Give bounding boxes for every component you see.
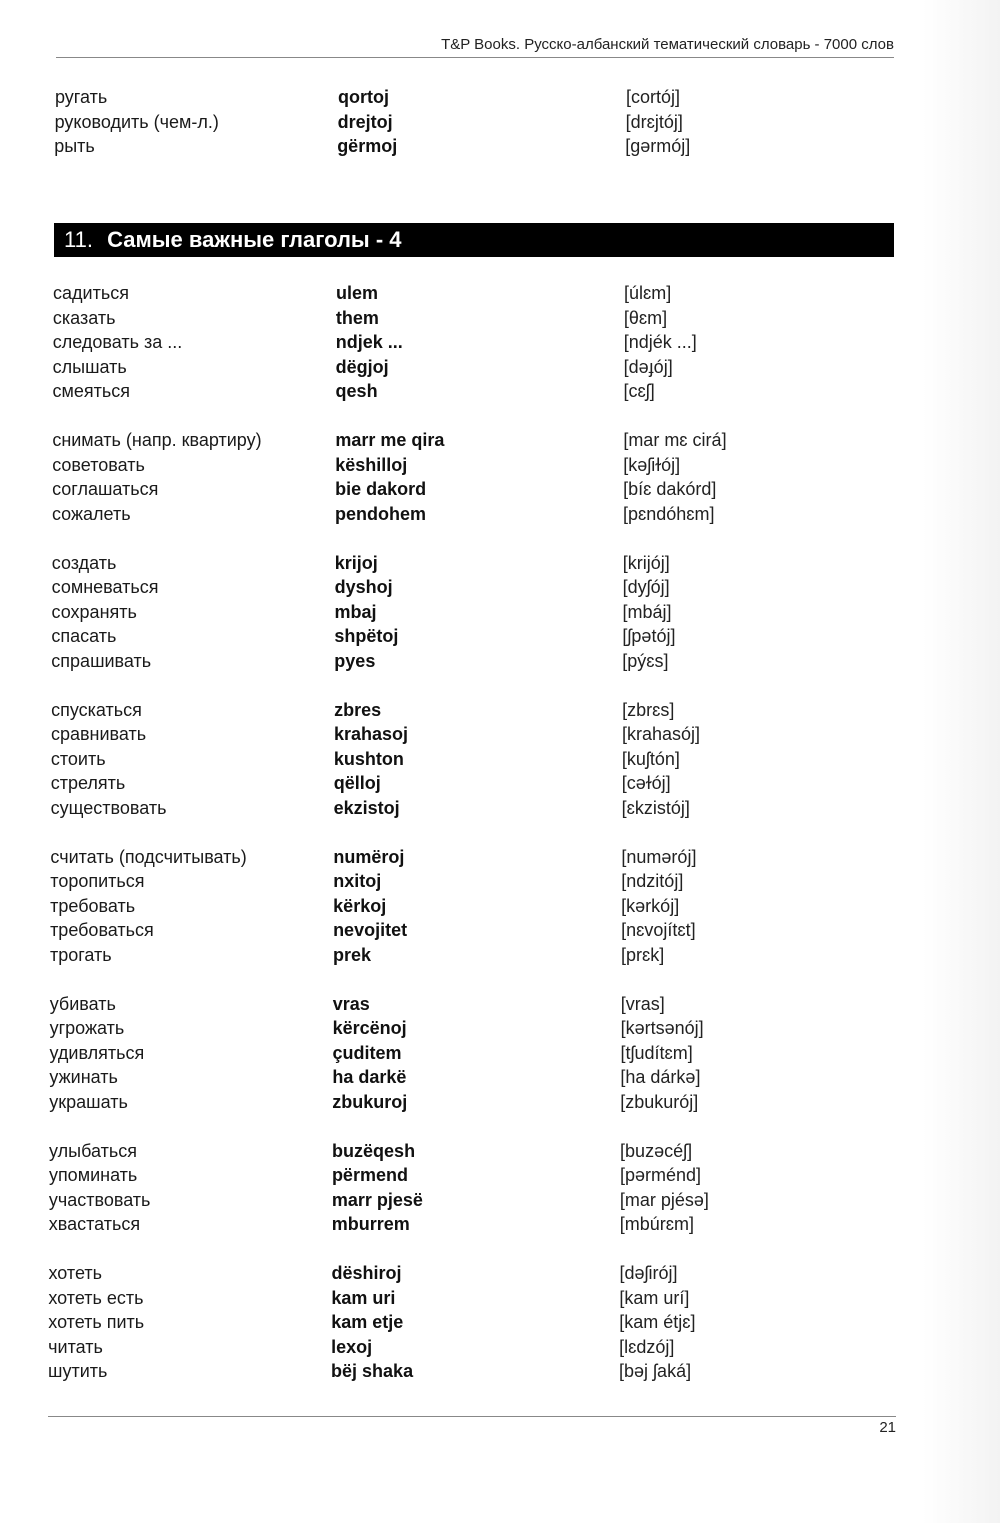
running-header: T&P Books. Русско-албанский тематический словарь - 7000 слов	[441, 36, 894, 53]
russian-word: шутить	[48, 1361, 108, 1381]
albanian-word: kam uri	[331, 1287, 396, 1308]
albanian-word: buzëqesh	[332, 1140, 416, 1161]
albanian-word: bie dakord	[335, 479, 427, 499]
vocab-entry	[52, 600, 892, 625]
russian-word: руководить (чем-л.)	[54, 111, 219, 132]
transcription: [krijój]	[622, 552, 670, 573]
transcription: [cortój]	[626, 87, 681, 107]
russian-word: украшать	[49, 1091, 128, 1112]
albanian-word: ekzistoj	[333, 797, 400, 818]
russian-word: угрожать	[49, 1018, 125, 1038]
transcription: [mbáj]	[622, 601, 672, 622]
section-number: 11.	[64, 227, 93, 252]
russian-word: удивляться	[49, 1042, 145, 1063]
transcription: [kam étjɛ]	[619, 1312, 696, 1332]
transcription: [kərtsənój]	[620, 1018, 704, 1038]
albanian-word: shpëtoj	[334, 626, 399, 646]
vocab-entry	[51, 771, 891, 796]
russian-word: ругать	[55, 87, 108, 107]
russian-word: спрашивать	[51, 650, 152, 671]
transcription: [dyʃój]	[622, 577, 670, 597]
vocab-entry	[53, 281, 893, 306]
transcription: [tʃudítɛm]	[620, 1042, 693, 1063]
transcription: [ha dárkə]	[620, 1067, 701, 1087]
vocab-entry	[49, 1163, 889, 1188]
transcription: [cɛʃ]	[623, 381, 655, 401]
russian-word: соглашаться	[52, 479, 159, 499]
albanian-word: mbaj	[334, 601, 377, 622]
albanian-word: dëshiroj	[331, 1263, 402, 1283]
russian-word: спасать	[51, 626, 117, 646]
vocab-entry	[49, 1065, 889, 1090]
albanian-word: nxitoj	[333, 871, 382, 891]
vocab-entry	[50, 1041, 890, 1066]
russian-word: садиться	[53, 283, 129, 303]
albanian-word: kushton	[333, 748, 404, 769]
russian-word: сравнивать	[50, 724, 147, 744]
transcription: [gərmój]	[625, 136, 691, 156]
vocab-entry	[48, 1286, 888, 1311]
russian-word: участвовать	[48, 1189, 151, 1210]
vocab-entry	[51, 649, 891, 674]
albanian-word: këshilloj	[335, 454, 408, 475]
transcription: [úlɛm]	[624, 283, 672, 303]
albanian-word: kam etje	[331, 1312, 404, 1332]
russian-word: советовать	[52, 454, 145, 475]
transcription: [pýɛs]	[622, 650, 669, 671]
vocab-entry	[54, 134, 894, 159]
vocab-entry	[48, 1310, 888, 1335]
russian-word: требовать	[50, 895, 136, 916]
russian-word: улыбаться	[49, 1140, 137, 1161]
russian-word: читать	[48, 1336, 103, 1357]
vocab-entry	[49, 1139, 889, 1164]
vocab-entry	[52, 551, 892, 576]
section-heading-bar	[54, 223, 894, 257]
vocab-entry	[50, 1016, 890, 1041]
russian-word: хотеть	[48, 1263, 102, 1283]
vocab-entry	[53, 355, 893, 380]
russian-word: сожалеть	[51, 503, 131, 524]
vocab-entry	[50, 992, 890, 1017]
albanian-word: vras	[332, 993, 370, 1014]
albanian-word: numëroj	[333, 846, 405, 867]
vocab-entry	[51, 747, 891, 772]
albanian-word: nevojitet	[333, 920, 408, 940]
vocab-entry	[53, 379, 893, 404]
russian-word: существовать	[50, 797, 167, 818]
page-edge-shading	[922, 0, 1000, 1523]
albanian-word: pendohem	[334, 503, 426, 524]
russian-word: слышать	[52, 356, 127, 377]
vocab-entry	[48, 1335, 888, 1360]
albanian-word: zbukuroj	[332, 1091, 408, 1112]
russian-word: сказать	[52, 307, 116, 328]
albanian-word: dyshoj	[334, 577, 393, 597]
transcription: [vras]	[620, 993, 665, 1014]
russian-word: смеяться	[52, 381, 131, 401]
albanian-word: pyes	[334, 650, 376, 671]
albanian-word: krijoj	[334, 552, 378, 573]
russian-word: рыть	[54, 136, 95, 156]
albanian-word: zbres	[334, 699, 382, 720]
albanian-word: ndjek ...	[335, 332, 403, 352]
albanian-word: kërcënoj	[332, 1018, 407, 1038]
russian-word: упоминать	[48, 1165, 138, 1185]
transcription: [prɛk]	[620, 944, 665, 965]
vocab-entry	[50, 845, 890, 870]
vocab-entry	[49, 1188, 889, 1213]
transcription: [kam urí]	[619, 1287, 690, 1308]
albanian-word: qëlloj	[333, 773, 381, 793]
transcription: [drɛjtój]	[625, 111, 683, 132]
transcription: [zbrɛs]	[622, 699, 675, 720]
albanian-word: marr pjesë	[331, 1189, 423, 1210]
vocab-entry	[55, 110, 895, 135]
transcription: [ndzitój]	[621, 871, 684, 891]
albanian-word: gërmoj	[337, 136, 398, 156]
transcription: [bíɛ dakórd]	[623, 479, 717, 499]
transcription: [krahasój]	[621, 724, 701, 744]
russian-word: трогать	[49, 944, 112, 965]
russian-word: стоить	[50, 748, 106, 769]
transcription: [mar mɛ cirá]	[623, 430, 727, 450]
albanian-word: përmend	[331, 1165, 408, 1185]
transcription: [mbúrɛm]	[619, 1214, 694, 1234]
vocab-entry	[48, 1359, 888, 1384]
transcription: [ndjék ...]	[623, 332, 697, 352]
albanian-word: krahasoj	[333, 724, 409, 744]
header-rule	[56, 57, 894, 58]
albanian-word: ulem	[336, 283, 379, 303]
albanian-word: drejtoj	[337, 111, 393, 132]
vocab-entry	[52, 502, 892, 527]
russian-word: создать	[51, 552, 117, 573]
transcription: [θɛm]	[623, 307, 668, 328]
vocab-entry	[50, 943, 890, 968]
vocab-entry	[51, 722, 891, 747]
albanian-word: bëj shaka	[331, 1361, 414, 1381]
transcription: [buzəcéʃ]	[620, 1140, 693, 1161]
russian-word: хвастаться	[48, 1214, 141, 1234]
vocab-entry	[52, 428, 892, 453]
transcription: [pɛndóhɛm]	[622, 503, 715, 524]
vocab-entry	[49, 1212, 889, 1237]
russian-word: хотеть есть	[48, 1287, 144, 1308]
vocab-entry	[51, 624, 891, 649]
transcription: [dəʃirój]	[619, 1263, 678, 1283]
vocab-entry	[51, 796, 891, 821]
albanian-word: lexoj	[331, 1336, 373, 1357]
vocab-entry	[52, 477, 892, 502]
albanian-word: kërkoj	[333, 895, 387, 916]
section-title: Самые важные глаголы - 4	[107, 227, 402, 252]
russian-word: сомневаться	[51, 577, 159, 597]
russian-word: торопиться	[50, 871, 145, 891]
albanian-word: dëgjoj	[335, 356, 389, 377]
albanian-word: ha darkë	[332, 1067, 407, 1087]
vocab-entry	[50, 894, 890, 919]
transcription: [kərkój]	[621, 895, 680, 916]
russian-word: сохранять	[51, 601, 137, 622]
albanian-word: çuditem	[332, 1042, 402, 1063]
transcription: [ɛkzistój]	[621, 797, 690, 818]
transcription: [lɛdzój]	[619, 1336, 675, 1357]
russian-word: спускаться	[51, 699, 142, 720]
transcription: [kəʃiɫój]	[623, 454, 681, 475]
transcription: [bəj ʃaká]	[619, 1361, 692, 1381]
russian-word: снимать (напр. квартиру)	[52, 430, 262, 450]
transcription: [nɛvojítɛt]	[621, 920, 696, 940]
transcription: [kuʃtón]	[621, 748, 680, 769]
albanian-word: qesh	[335, 381, 378, 401]
transcription: [mar pjésə]	[619, 1189, 709, 1210]
transcription: [ʃpətój]	[622, 626, 676, 646]
russian-word: хотеть пить	[48, 1312, 145, 1332]
vocab-entry	[50, 918, 890, 943]
vocab-entry	[49, 1090, 889, 1115]
page-number: 21	[879, 1419, 896, 1436]
footer-rule	[48, 1416, 896, 1417]
transcription: [cəɫój]	[621, 773, 671, 793]
vocab-entry	[55, 85, 895, 110]
albanian-word: qortoj	[338, 87, 389, 107]
russian-word: требоваться	[50, 920, 154, 940]
russian-word: убивать	[49, 993, 116, 1014]
russian-word: ужинать	[49, 1067, 118, 1087]
albanian-word: marr me qira	[335, 430, 445, 450]
russian-word: стрелять	[50, 773, 126, 793]
transcription: [zbukurój]	[620, 1091, 699, 1112]
transcription: [dəɟój]	[623, 356, 673, 377]
vocab-entry	[50, 869, 890, 894]
vocab-entry	[48, 1261, 888, 1286]
albanian-word: prek	[332, 944, 371, 965]
vocab-entry	[52, 453, 892, 478]
vocab-entry	[53, 306, 893, 331]
vocab-entry	[51, 698, 891, 723]
russian-word: следовать за ...	[52, 332, 183, 352]
vocab-entry	[53, 330, 893, 355]
albanian-word: them	[335, 307, 379, 328]
transcription: [pərménd]	[619, 1165, 701, 1185]
vocab-entry	[52, 575, 892, 600]
albanian-word: mburrem	[331, 1214, 410, 1234]
russian-word: считать (подсчитывать)	[50, 846, 247, 867]
transcription: [numərój]	[621, 846, 697, 867]
